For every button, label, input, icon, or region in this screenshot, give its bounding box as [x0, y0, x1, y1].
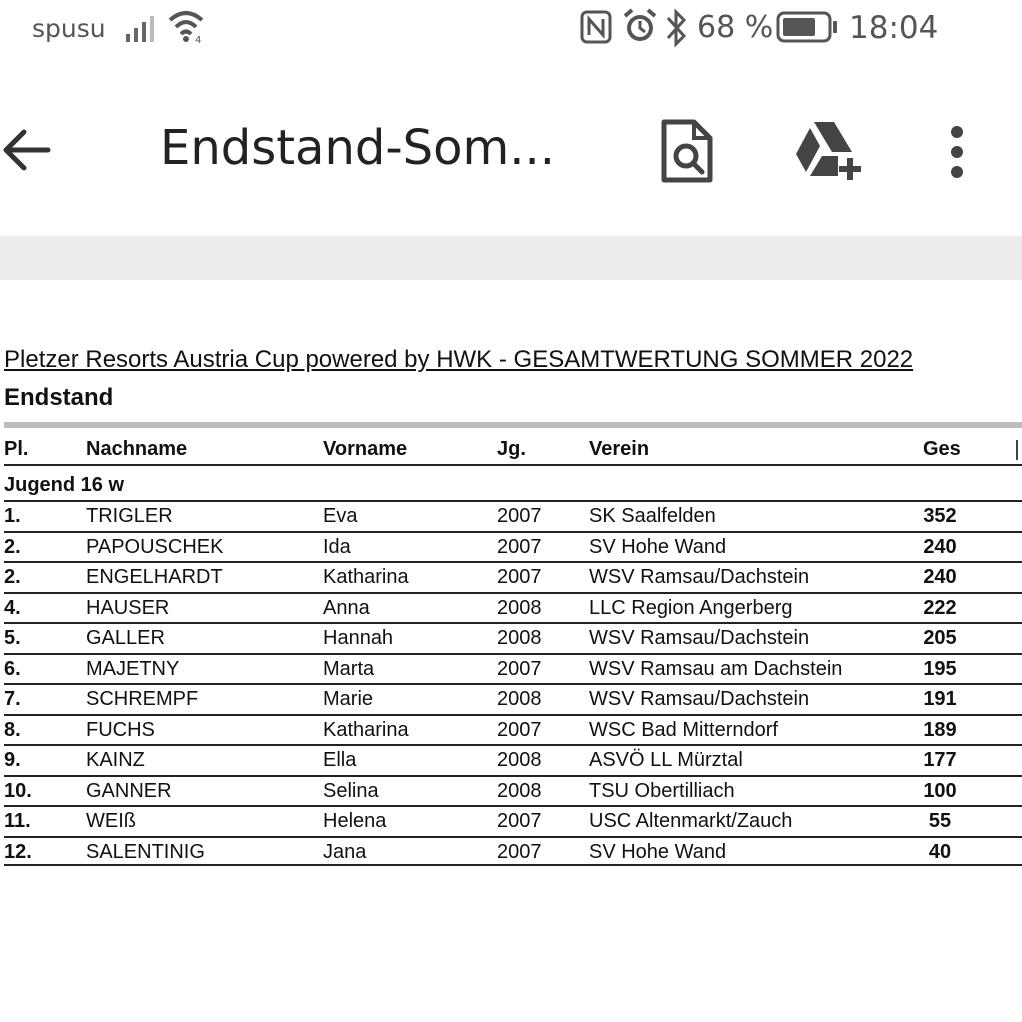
cell-place: 2. [4, 566, 21, 588]
cell-first-name: Hannah [323, 627, 394, 649]
cell-total: 222 [923, 596, 957, 619]
cell-club: ASVÖ LL Mürztal [589, 749, 743, 771]
cell-first-name: Marie [323, 688, 374, 710]
find-in-page-icon[interactable] [656, 118, 718, 184]
cell-last-name: MAJETNY [86, 657, 180, 680]
cell-total: 205 [923, 627, 957, 649]
cell-place: 9. [4, 749, 21, 771]
divider [4, 422, 1022, 428]
cell-total: 352 [923, 505, 957, 527]
document-heading: Pletzer Resorts Austria Cup powered by HWK - GESAMTWERTUNG SOMMER 2022 [4, 346, 914, 373]
column-header-last-name: Nachname [86, 438, 188, 460]
table-row [4, 531, 1022, 561]
cell-place: 5. [4, 627, 21, 649]
table-row [4, 683, 1022, 713]
column-header-first-name: Vorname [323, 438, 408, 460]
cell-place: 11. [4, 810, 31, 832]
cell-place: 6. [4, 657, 21, 680]
cell-last-name: WEIß [86, 810, 136, 832]
cell-total: 191 [923, 688, 957, 710]
cell-year: 2008 [497, 688, 542, 710]
app-bar [0, 90, 1022, 220]
cell-first-name: Ida [323, 535, 351, 558]
cell-first-name: Jana [323, 840, 367, 863]
alarm-icon [622, 8, 658, 51]
cell-first-name: Marta [323, 657, 375, 680]
svg-text:4: 4 [195, 35, 202, 44]
more-vert-icon[interactable] [940, 124, 974, 180]
column-header-total: Ges [923, 438, 961, 460]
cell-last-name: SALENTINIG [86, 840, 205, 863]
table-row [4, 653, 1022, 683]
cell-year: 2007 [497, 718, 542, 741]
carrier-name: spusu [32, 14, 106, 43]
cell-total: 55 [928, 810, 952, 832]
cell-first-name: Helena [323, 810, 387, 832]
table-row [4, 592, 1022, 622]
cell-club: TSU Obertilliach [589, 779, 735, 802]
signal-icon [126, 12, 160, 47]
cell-club: WSC Bad Mitterndorf [589, 718, 778, 741]
document-subheading: Endstand [4, 384, 114, 411]
table-row [4, 561, 1022, 591]
cell-first-name: Eva [323, 505, 358, 527]
cell-first-name: Katharina [323, 566, 409, 588]
column-header-place: Pl. [4, 438, 29, 460]
bluetooth-icon [664, 8, 690, 53]
cell-club: SV Hohe Wand [589, 535, 727, 558]
cell-total: 189 [923, 718, 957, 741]
cell-year: 2007 [497, 535, 542, 558]
group-label: Jugend 16 w [4, 474, 125, 496]
cell-last-name: ENGELHARDT [86, 566, 223, 588]
cell-year: 2007 [497, 505, 542, 527]
cell-last-name: FUCHS [86, 718, 155, 741]
cell-year: 2007 [497, 657, 542, 680]
wifi-icon [168, 8, 208, 49]
cell-club: SV Hohe Wand [589, 840, 727, 863]
header-divider [4, 464, 1022, 466]
cell-first-name: Anna [323, 596, 370, 619]
clipped-column-edge [1016, 440, 1018, 460]
cell-year: 2007 [497, 566, 542, 588]
cell-club: WSV Ramsau/Dachstein [589, 688, 810, 710]
battery-icon [776, 10, 840, 49]
add-to-drive-icon[interactable] [794, 120, 866, 182]
cell-place: 7. [4, 688, 21, 710]
cell-year: 2007 [497, 840, 542, 863]
cell-year: 2008 [497, 627, 542, 649]
column-header-club: Verein [589, 438, 650, 460]
cell-place: 12. [4, 840, 32, 863]
cell-last-name: HAUSER [86, 596, 170, 619]
cell-place: 8. [4, 718, 21, 741]
cell-last-name: GANNER [86, 779, 172, 802]
cell-year: 2008 [497, 749, 542, 771]
cell-total: 195 [923, 657, 957, 680]
cell-year: 2007 [497, 810, 542, 832]
cell-total: 240 [923, 535, 957, 558]
cell-place: 4. [4, 596, 21, 619]
cell-place: 10. [4, 779, 32, 802]
cell-year: 2008 [497, 779, 542, 802]
cell-club: SK Saalfelden [589, 505, 716, 527]
cell-club: WSV Ramsau/Dachstein [589, 627, 810, 649]
cell-first-name: Ella [323, 749, 357, 771]
cell-place: 1. [4, 505, 21, 527]
table-row [4, 775, 1022, 805]
cell-last-name: TRIGLER [86, 505, 173, 527]
table-row [4, 836, 1022, 866]
table-row [4, 714, 1022, 744]
toolbar-divider [0, 236, 1022, 280]
cell-club: WSV Ramsau am Dachstein [589, 657, 843, 680]
cell-total: 100 [923, 779, 957, 802]
cell-total: 177 [923, 749, 957, 771]
cell-club: LLC Region Angerberg [589, 596, 793, 619]
cell-club: USC Altenmarkt/Zauch [589, 810, 793, 832]
nfc-icon [580, 10, 612, 49]
cell-first-name: Selina [323, 779, 379, 802]
back-arrow-icon[interactable] [0, 120, 60, 180]
cell-last-name: SCHREMPF [86, 688, 199, 710]
table-row [4, 500, 1022, 530]
cell-last-name: GALLER [86, 627, 165, 649]
cell-last-name: KAINZ [86, 749, 145, 771]
cell-club: WSV Ramsau/Dachstein [589, 566, 810, 588]
cell-year: 2008 [497, 596, 542, 619]
table-row [4, 805, 1022, 835]
document-title: Endstand-Som... [160, 120, 556, 176]
clock: 18:04 [849, 10, 939, 46]
status-bar [0, 0, 1022, 60]
column-header-year: Jg. [497, 438, 526, 460]
battery-percent: 68 % [697, 10, 774, 45]
cell-place: 2. [4, 535, 21, 558]
table-row [4, 744, 1022, 774]
cell-last-name: PAPOUSCHEK [86, 535, 224, 558]
cell-first-name: Katharina [323, 718, 409, 741]
table-row [4, 622, 1022, 652]
cell-total: 240 [923, 566, 957, 588]
pdf-page[interactable] [0, 280, 1022, 1022]
cell-total: 40 [928, 840, 952, 863]
